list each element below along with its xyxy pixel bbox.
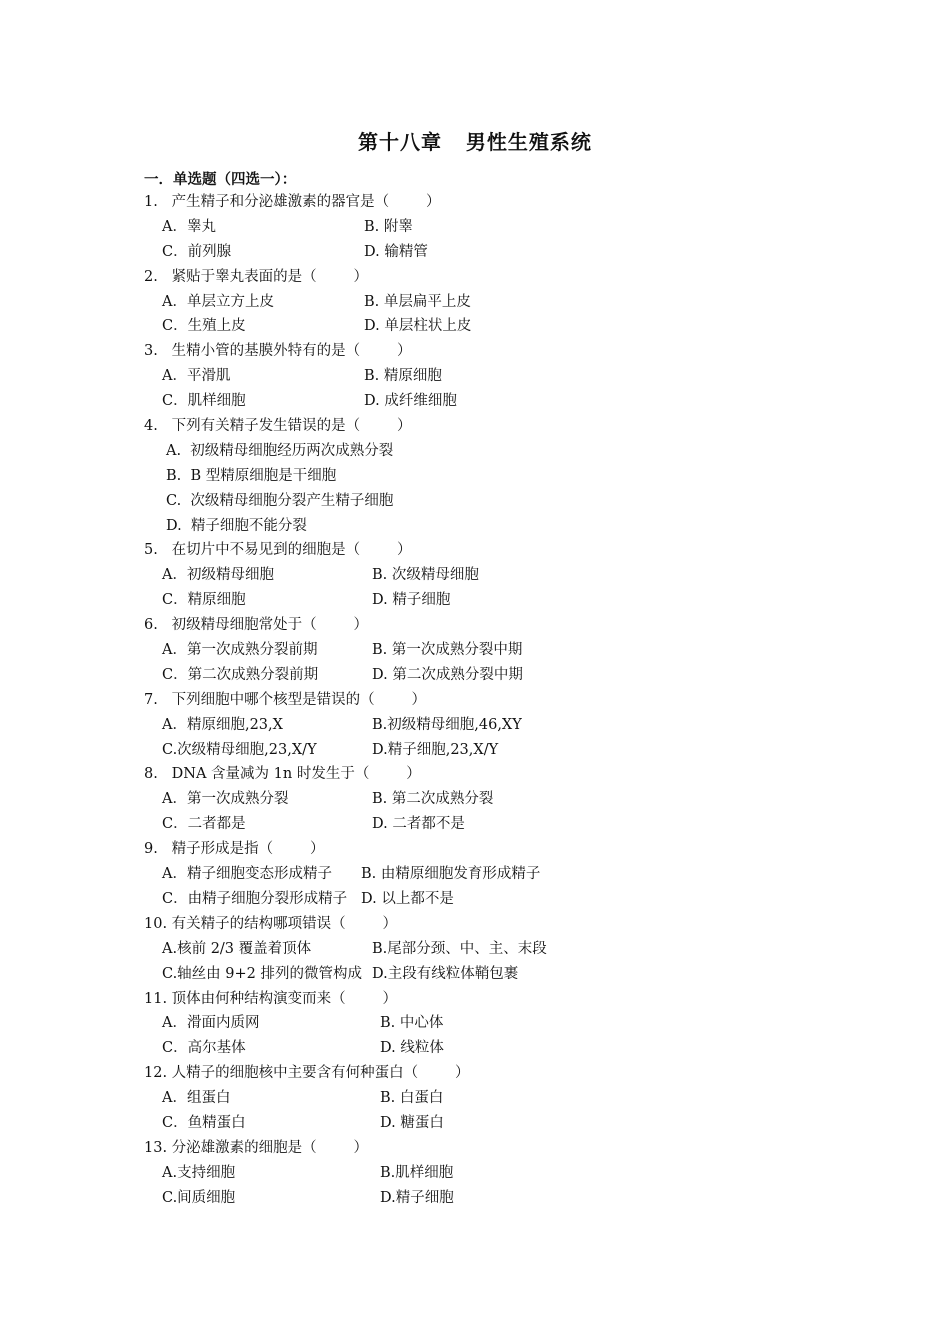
answer-option: B. 附睾	[364, 218, 413, 235]
answer-option: B. B 型精原细胞是干细胞	[166, 467, 337, 484]
question-stem: 4. 下列有关精子发生错误的是（ ）	[144, 418, 412, 435]
question-stem: 9. 精子形成是指（ ）	[144, 841, 325, 858]
answer-option: D. 二者都不是	[372, 816, 465, 833]
option-row	[144, 962, 844, 987]
answer-option: A．第一次成熟分裂前期	[162, 642, 318, 659]
answer-option: A．组蛋白	[162, 1090, 231, 1107]
option-row	[144, 588, 844, 613]
answer-option: D. 成纤维细胞	[364, 393, 457, 410]
answer-option: B. 单层扁平上皮	[364, 293, 471, 310]
answer-option: C.次级精母细胞,23,X/Y	[162, 741, 317, 758]
answer-option: D. 线粒体	[380, 1040, 444, 1057]
option-row	[144, 663, 844, 688]
option-row	[144, 887, 844, 912]
answer-option: B. 中心体	[380, 1015, 444, 1032]
question-stem: 6. 初级精母细胞常处于（ ）	[144, 617, 369, 634]
chapter-title: 第十八章 男性生殖系统	[358, 130, 592, 154]
answer-option: B. 第二次成熟分裂	[372, 791, 494, 808]
answer-option: B. 次级精母细胞	[372, 567, 479, 584]
option-row	[144, 862, 844, 887]
answer-option: C.间质细胞	[162, 1189, 236, 1206]
answer-option: A．初级精母细胞	[162, 567, 274, 584]
answer-option: A．平滑肌	[162, 368, 231, 385]
question-stem: 1. 产生精子和分泌雄激素的器官是（ ）	[144, 194, 441, 210]
answer-option: B. 由精原细胞发育形成精子	[361, 866, 541, 883]
answer-option: A．睾丸	[162, 218, 216, 235]
answer-option: D. 第二次成熟分裂中期	[372, 666, 523, 683]
answer-option: C．由精子细胞分裂形成精子	[162, 890, 348, 907]
answer-option: C．高尔基体	[162, 1040, 246, 1057]
option-row	[144, 240, 844, 265]
option-row	[144, 464, 844, 489]
answer-option: A. 初级精母细胞经历两次成熟分裂	[166, 442, 394, 459]
question-stem: 8. DNA 含量减为 1n 时发生于（ ）	[144, 766, 421, 783]
answer-option: C．肌样细胞	[162, 393, 246, 410]
question-stem: 3. 生精小管的基膜外特有的是（ ）	[144, 343, 412, 360]
option-row	[144, 439, 844, 464]
option-row	[144, 937, 844, 962]
option-row	[144, 563, 844, 588]
question-stem: 2. 紧贴于睾丸表面的是（ ）	[144, 268, 369, 285]
answer-option: A.核前 2/3 覆盖着顶体	[162, 940, 312, 957]
option-row	[144, 1186, 844, 1211]
answer-option: B.肌样细胞	[380, 1164, 454, 1181]
section-heading: 一．单选题（四选一）：	[144, 172, 297, 188]
answer-option: C.轴丝由 9+2 排列的微管构成	[162, 965, 363, 982]
option-row	[144, 290, 844, 315]
answer-option: C．鱼精蛋白	[162, 1114, 246, 1131]
option-row	[144, 738, 844, 763]
answer-option: C．二者都是	[162, 816, 246, 833]
question-stem: 5. 在切片中不易见到的细胞是（ ）	[144, 542, 412, 559]
answer-option: C. 次级精母细胞分裂产生精子细胞	[166, 492, 394, 509]
answer-option: B.初级精母细胞,46,XY	[372, 716, 522, 733]
answer-option: D. 单层柱状上皮	[364, 318, 472, 335]
option-row	[144, 1036, 844, 1061]
answer-option: D. 精子细胞不能分裂	[166, 517, 307, 534]
answer-option: A．滑面内质网	[162, 1015, 260, 1032]
answer-option: A．第一次成熟分裂	[162, 791, 289, 808]
answer-option: D. 糖蛋白	[380, 1114, 444, 1131]
question-stem: 12. 人精子的细胞核中主要含有何种蛋白（ ）	[144, 1065, 470, 1082]
answer-option: D.精子细胞	[380, 1189, 454, 1206]
answer-option: A．单层立方上皮	[162, 293, 274, 310]
question-stem: 13. 分泌雄激素的细胞是（ ）	[144, 1139, 369, 1156]
option-row	[144, 1086, 844, 1111]
answer-option: B. 白蛋白	[380, 1090, 444, 1107]
answer-option: C．生殖上皮	[162, 318, 246, 335]
answer-option: C．前列腺	[162, 243, 232, 260]
answer-option: D. 输精管	[364, 243, 428, 260]
option-row	[144, 1011, 844, 1036]
option-row	[144, 389, 844, 414]
question-stem: 11. 顶体由何种结构演变而来（ ）	[144, 990, 398, 1007]
question-stem: 10. 有关精子的结构哪项错误（ ）	[144, 915, 398, 932]
answer-option: A．精子细胞变态形成精子	[162, 866, 332, 883]
answer-option: D.主段有线粒体鞘包裹	[372, 965, 519, 982]
option-row	[144, 812, 844, 837]
answer-option: C．第二次成熟分裂前期	[162, 666, 319, 683]
answer-option: A.支持细胞	[162, 1164, 236, 1181]
option-row	[144, 489, 844, 514]
answer-option: D. 以上都不是	[361, 890, 454, 907]
answer-option: C．精原细胞	[162, 592, 246, 609]
answer-option: B.尾部分颈、中、主、末段	[372, 940, 547, 957]
option-row	[144, 364, 844, 389]
question-stem: 7. 下列细胞中哪个核型是错误的（ ）	[144, 691, 427, 708]
option-row	[144, 638, 844, 663]
answer-option: B. 精原细胞	[364, 368, 442, 385]
option-row	[144, 215, 844, 240]
option-row	[144, 1111, 844, 1136]
answer-option: A．精原细胞,23,X	[162, 716, 283, 733]
option-row	[144, 1161, 844, 1186]
option-row	[144, 514, 844, 539]
answer-option: B. 第一次成熟分裂中期	[372, 642, 523, 659]
answer-option: D. 精子细胞	[372, 592, 451, 609]
answer-option: D.精子细胞,23,X/Y	[372, 741, 499, 758]
question-list	[144, 190, 844, 1211]
option-row	[144, 314, 844, 339]
option-row	[144, 787, 844, 812]
option-row	[144, 713, 844, 738]
